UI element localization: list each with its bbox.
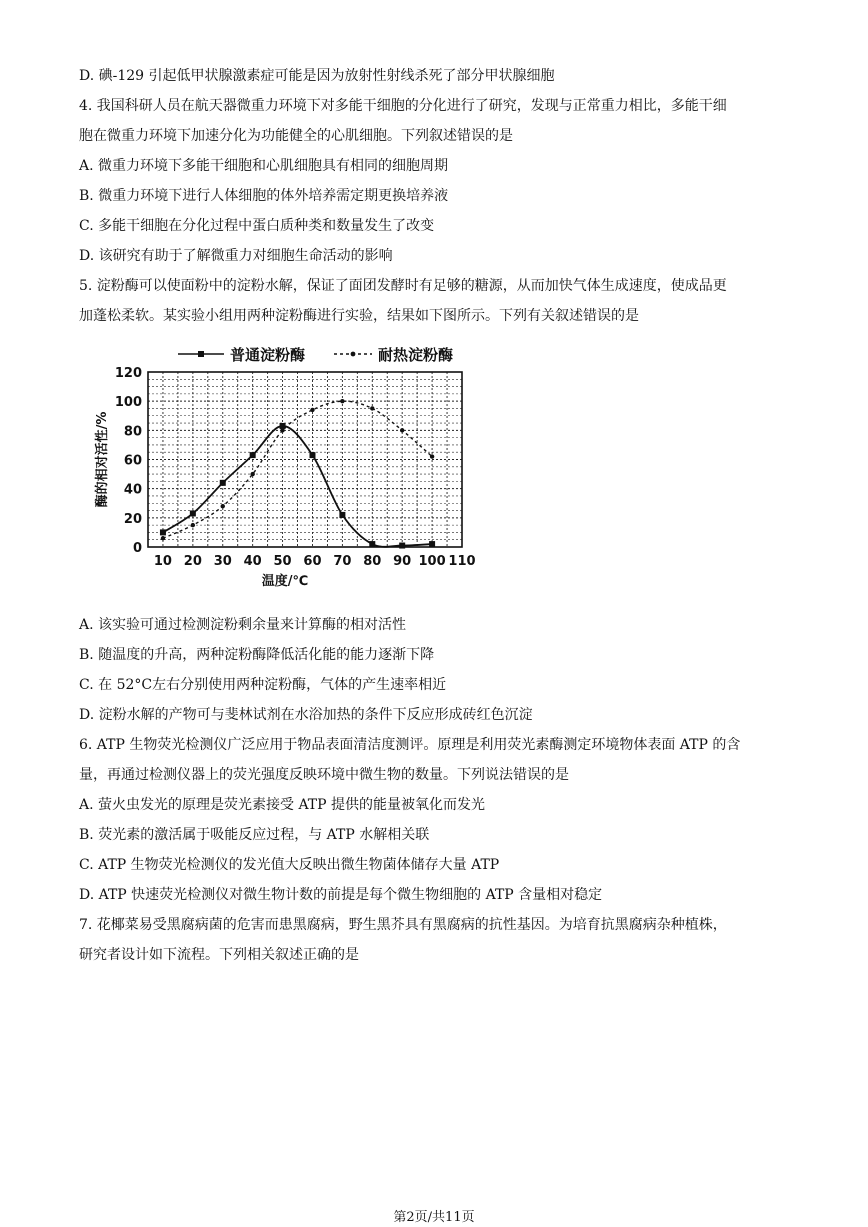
series-1-point: [190, 510, 196, 516]
y-tick-label: 20: [123, 511, 142, 527]
x-tick-label: 50: [273, 554, 292, 569]
y-axis-label: 酶的相对活性/%: [95, 411, 110, 508]
x-axis-label: 温度/℃: [261, 574, 309, 589]
series-2-point: [370, 406, 374, 410]
y-tick-label: 100: [114, 395, 142, 411]
question-5-option-d: D. 淀粉水解的产物可与斐林试剂在水浴加热的条件下反应形成砖红色沉淀: [79, 707, 533, 723]
question-4-option-b: B. 微重力环境下进行人体细胞的体外培养需定期更换培养液: [79, 188, 449, 204]
series-2-point: [191, 523, 195, 527]
series-2-point: [400, 428, 404, 432]
x-tick-label: 80: [363, 554, 382, 569]
enzyme-activity-chart: [86, 340, 486, 590]
x-tick-label: 20: [183, 554, 202, 569]
text-line-1: D. 碘-129 引起低甲状腺激素症可能是因为放射性射线杀死了部分甲状腺细胞: [79, 68, 555, 84]
y-tick-label: 80: [123, 424, 142, 440]
y-tick-label: 60: [123, 453, 142, 469]
question-4-stem-line-2: 胞在微重力环境下加速分化为功能健全的心肌细胞。下列叙述错误的是: [79, 128, 513, 144]
series-2-point: [250, 472, 254, 476]
series-2-point: [221, 504, 225, 508]
x-tick-label: 100: [418, 554, 446, 569]
question-5-stem-line-1: 5. 淀粉酶可以使面粉中的淀粉水解，保证了面团发酵时有足够的糖源，从而加快气体生成速度，使成品更: [79, 278, 727, 294]
series-2-point: [280, 428, 284, 432]
series-1-point: [309, 452, 315, 458]
question-5-option-c: C. 在 52°C左右分别使用两种淀粉酶，气体的产生速率相近: [79, 677, 447, 693]
y-tick-label: 40: [123, 482, 142, 498]
question-4-option-c: C. 多能干细胞在分化过程中蛋白质种类和数量发生了改变: [79, 218, 435, 234]
x-tick-label: 90: [393, 554, 412, 569]
question-6-option-a: A. 萤火虫发光的原理是荧光素接受 ATP 提供的能量被氧化而发光: [79, 797, 486, 813]
series-2-point: [310, 408, 314, 412]
x-tick-label: 70: [333, 554, 352, 569]
x-tick-label: 110: [448, 554, 476, 569]
question-4-option-d: D. 该研究有助于了解微重力对细胞生命活动的影响: [79, 248, 393, 264]
y-tick-label: 120: [114, 366, 142, 381]
series-2-point: [340, 399, 344, 403]
series-1-point: [429, 541, 435, 547]
question-7-stem-line-2: 研究者设计如下流程。下列相关叙述正确的是: [79, 947, 359, 963]
series-1-point: [250, 452, 256, 458]
x-tick-label: 30: [213, 554, 232, 569]
question-6-option-b: B. 荧光素的激活属于吸能反应过程，与 ATP 水解相关联: [79, 827, 430, 843]
page-number: 第2页/共11页: [393, 1210, 475, 1225]
series-1-point: [339, 512, 345, 518]
series-2-point: [161, 536, 165, 540]
question-5-stem-line-2: 加蓬松柔软。某实验小组用两种淀粉酶进行实验，结果如下图所示。下列有关叙述错误的是: [79, 308, 639, 324]
legend-marker-2: [351, 352, 356, 357]
question-4-stem-line-1: 4. 我国科研人员在航天器微重力环境下对多能干细胞的分化进行了研究，发现与正常重力相比，多能干细: [79, 98, 727, 114]
x-tick-label: 60: [303, 554, 322, 569]
y-tick-label: 0: [132, 541, 142, 556]
series-1-point: [220, 480, 226, 486]
question-5-option-b: B. 随温度的升高，两种淀粉酶降低活化能的能力逐渐下降: [79, 647, 435, 663]
series-1-point: [399, 543, 405, 549]
x-tick-label: 40: [243, 554, 262, 569]
question-6-option-c: C. ATP 生物荧光检测仪的发光值大反映出微生物菌体储存大量 ATP: [79, 857, 500, 873]
series-1-point: [369, 541, 375, 547]
x-tick-label: 10: [153, 554, 172, 569]
legend-label-2: 耐热淀粉酶: [378, 346, 454, 364]
question-6-stem-line-1: 6. ATP 生物荧光检测仪广泛应用于物品表面清洁度测评。原理是利用荧光素酶测定环境物体表面 ATP 的含: [79, 737, 741, 753]
legend-marker-1: [198, 351, 204, 357]
question-7-stem-line-1: 7. 花椰菜易受黑腐病菌的危害而患黑腐病，野生黑芥具有黑腐病的抗性基因。为培育抗黑腐病杂种植株，: [79, 917, 727, 933]
series-2-point: [430, 454, 434, 458]
question-5-option-a: A. 该实验可通过检测淀粉剩余量来计算酶的相对活性: [79, 617, 407, 633]
question-4-option-a: A. 微重力环境下多能干细胞和心肌细胞具有相同的细胞周期: [79, 158, 449, 174]
question-6-stem-line-2: 量，再通过检测仪器上的荧光强度反映环境中微生物的数量。下列说法错误的是: [79, 767, 569, 783]
series-1-point: [160, 529, 166, 535]
question-6-option-d: D. ATP 快速荧光检测仪对微生物计数的前提是每个微生物细胞的 ATP 含量相对稳定: [79, 887, 603, 903]
legend-label-1: 普通淀粉酶: [230, 346, 306, 364]
